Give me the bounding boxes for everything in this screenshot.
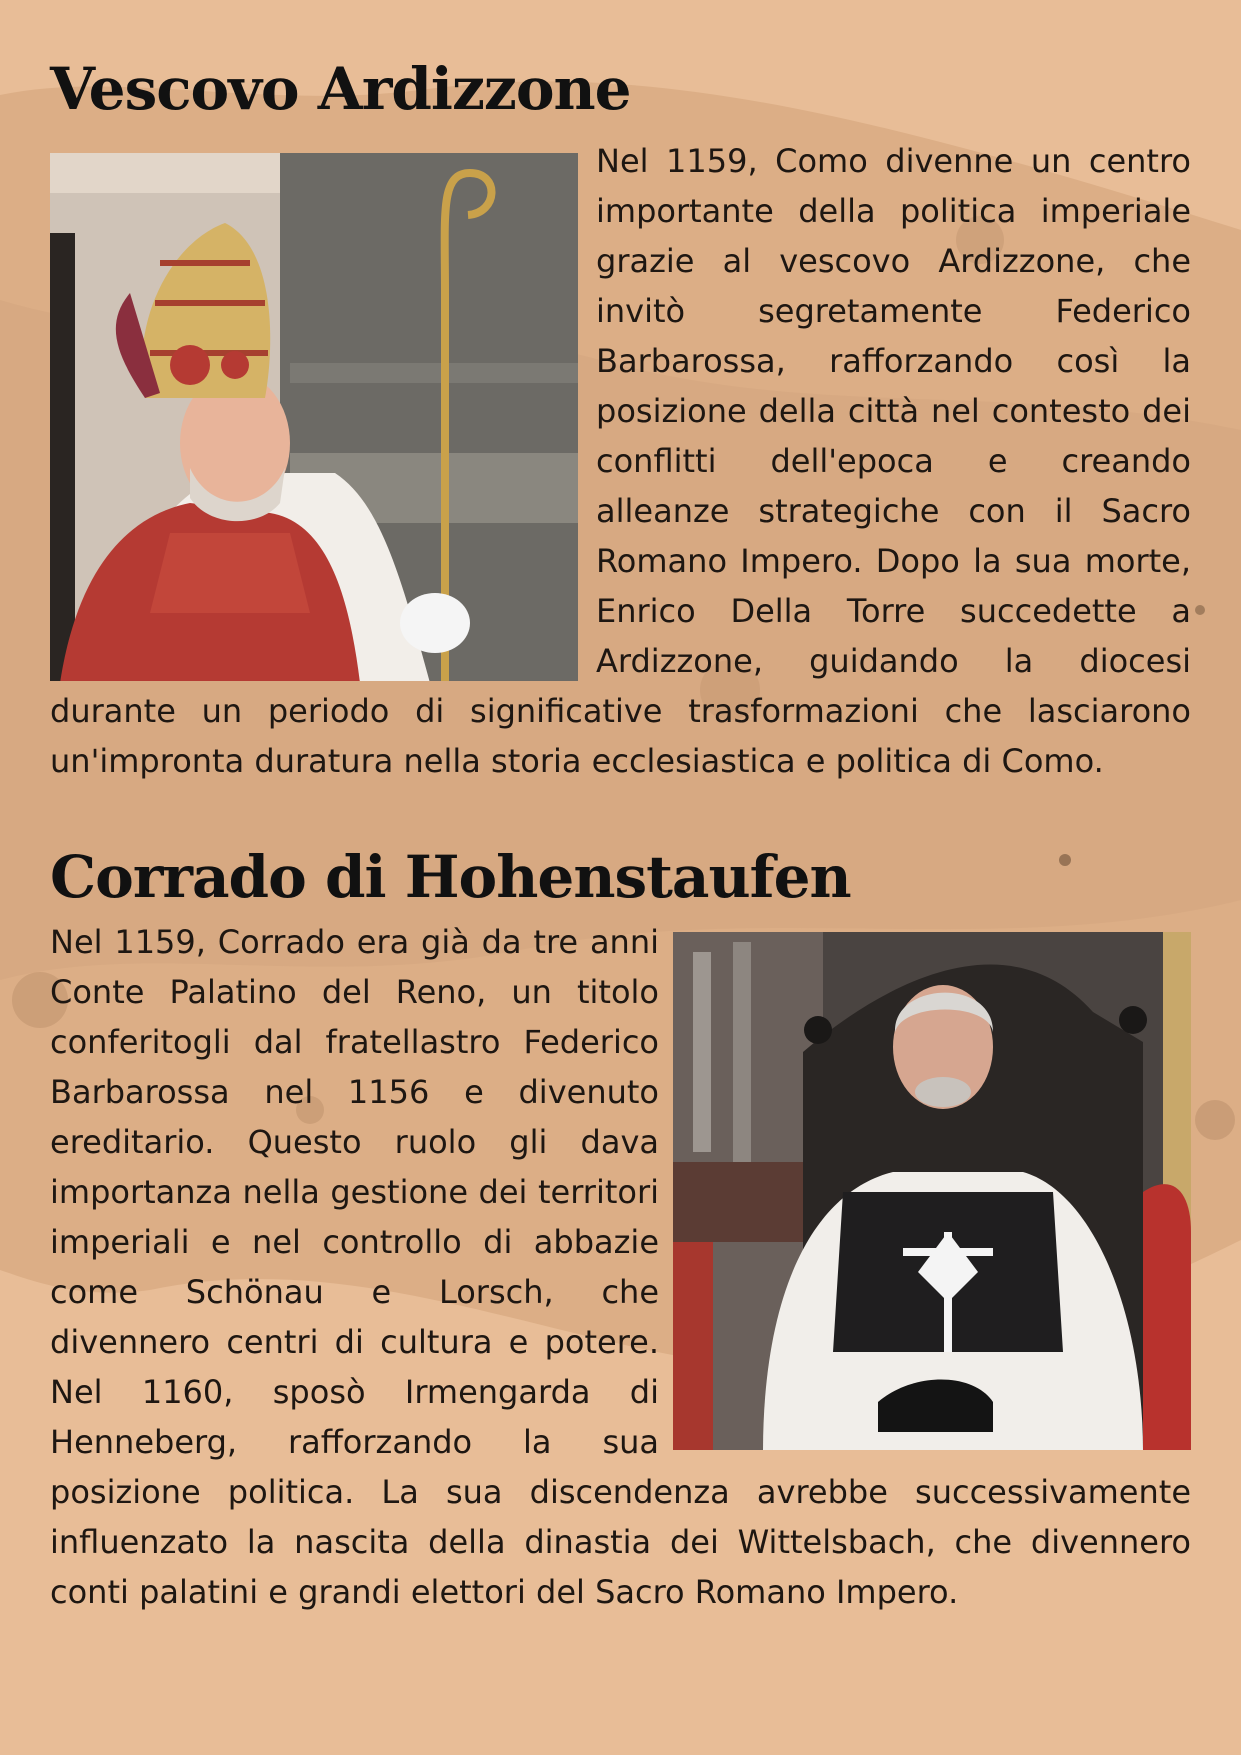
bishop-ardizzone-photo [50,153,578,681]
section-paragraph-corrado: Nel 1159, Corrado era già da tre anni Conte Palatino del Reno, un titolo conferitogli dal fratellastro Federico Barbarossa nel 1156 e divenuto ereditario. Questo ruolo gli dava importanza nella gestione dei territori imperiali e nel controllo di abbazie come Schönau e Lorsch, che divennero centri di cultura e potere. Nel 1160, sposò Irmengarda di Henneberg, rafforzando la sua posizione politica. La sua discendenza avrebbe successivamente influenzato la nascita della dinastia dei Wittelsbach, che divennero conti palatini e grandi elettori del Sacro Romano Impero. [50,923,1191,1611]
section-paragraph-ardizzone: Nel 1159, Como divenne un centro importante della politica imperiale grazie al vescovo Ardizzone, che invitò segretamente Federico Barbarossa, rafforzando così la posizione della città nel contesto dei conflitti dell'epoca e creando alleanze strategiche con il Sacro Romano Impero. Dopo la sua morte, Enrico Della Torre succedette a Ardizzone, guidando la diocesi durante un periodo di significative trasformazioni che lasciarono un'impronta duratura nella storia ecclesiastica e politica di Como. [50,142,1191,780]
section-ardizzone [50,136,1191,786]
section-title-ardizzone: Vescovo Ardizzone [50,55,631,123]
section-title-corrado: Corrado di Hohenstaufen [50,843,851,911]
section-corrado [50,917,1191,1617]
corrado-hohenstaufen-photo [673,932,1191,1450]
